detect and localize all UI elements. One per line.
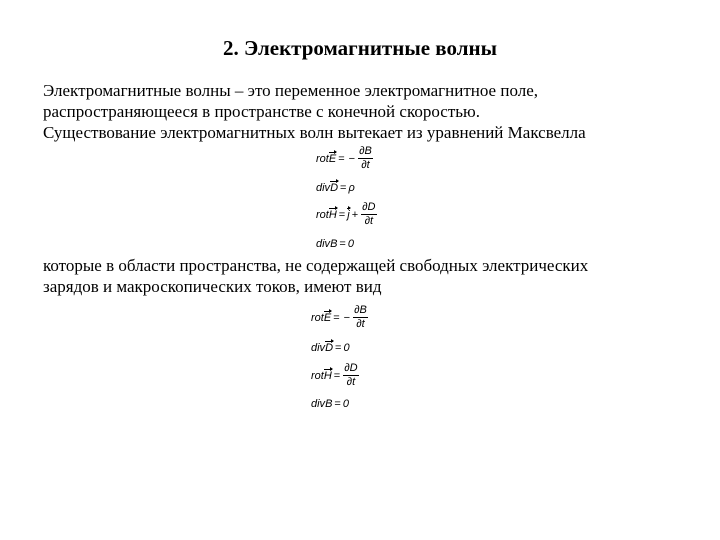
middle-paragraph (43, 255, 683, 297)
text-line: зарядов и макроскопических токов, имеют вид (43, 277, 382, 296)
equation-rot-e: rot E = − $\frac{\partial B}{\partial t}$ (311, 304, 367, 330)
equation-rot-e: rot E = − $\frac{\partial B}{\partial t}$ (316, 145, 372, 171)
equation-rot-h: rot H = $\frac{\partial D}{\partial t}$ (311, 362, 358, 388)
text-line: которые в области пространства, не содержащей свободных электрических (43, 256, 589, 275)
text-line: распространяющееся в пространстве с конечной скоростью. (43, 102, 480, 121)
equation-div-b: div B = 0 (316, 238, 354, 250)
equation-div-d: div D = ρ (316, 182, 355, 194)
equation-div-d: div D = 0 (311, 342, 350, 354)
equation-rot-h: rot H = j + $\frac{\partial D}{\partial t}$ (316, 201, 376, 227)
text-line: Существование электромагнитных волн вытекает из уравнений Максвелла (43, 123, 586, 142)
intro-paragraph (43, 80, 683, 143)
slide-title: 2. Электромагнитные волны (223, 36, 497, 60)
equation-div-b: div B = 0 (311, 398, 349, 410)
text-line: Электромагнитные волны – это переменное электромагнитное поле, (43, 81, 539, 100)
